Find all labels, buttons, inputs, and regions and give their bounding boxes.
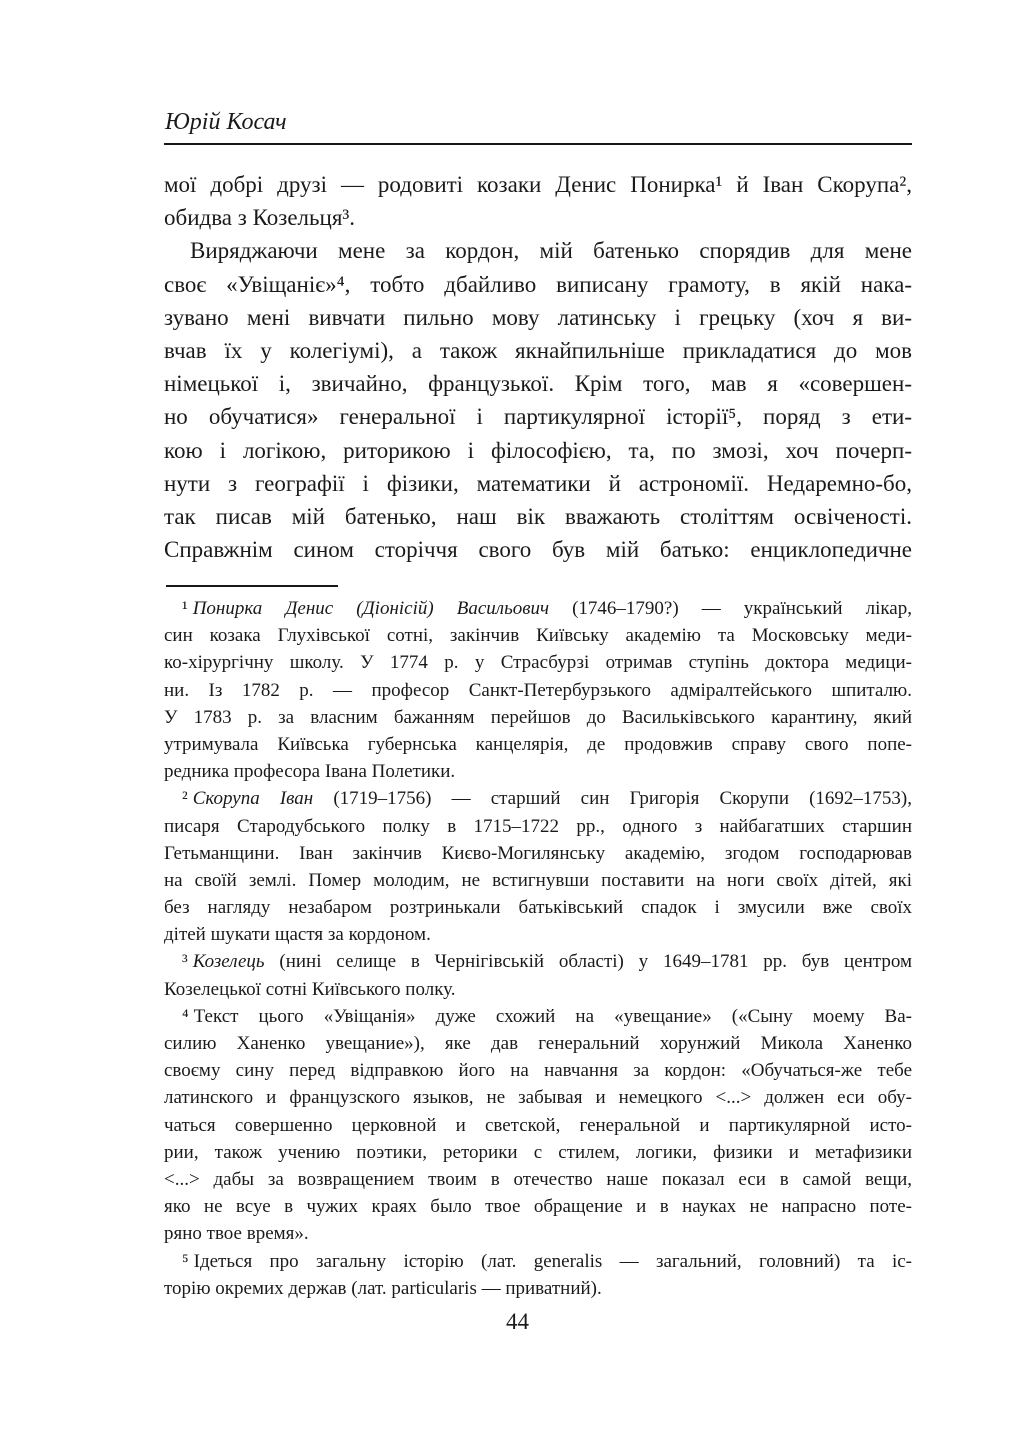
header-rule [164,143,912,145]
page-number: 44 [506,1309,529,1334]
text-line: так писав мій батенько, наш вік вважають століттям освіченості. [164,503,912,529]
italic-term: Скорупа Іван [192,788,314,810]
text-line: силию Ханенко увещание»), яке дав генеральний хорунжий Микола Ханенко [164,1033,912,1054]
footnote-marker: ⁵ [182,1250,189,1272]
footnote-marker: ⁴ [182,1005,189,1027]
text-line: мої добрі друзі — родовиті козаки Денис Понирка¹ й Іван Скорупа², [164,172,912,197]
footnote-marker: ³ [182,951,188,973]
text-line: своє «Увіщаніє»⁴, тобто дбайливо виписану грамоту, в якій нака- [164,271,912,297]
text-line [164,595,912,622]
paragraph [164,595,912,785]
footnote-marker: ¹ [182,598,188,619]
text-line [164,785,912,812]
italic-term: Понирка Денис (Діонісій) Васильович [192,598,550,619]
paragraph [164,785,912,948]
text-line: вчав їх у колегіумі), а також якнайпильніше прикладатися до мов [164,337,912,363]
text-line: зувано мені вивчати пильно мову латинську і грецьку (хоч я ви- [164,304,912,330]
text-line: на своїй землі. Помер молодим, не встигнувши поставити на ноги своїх дітей, які [164,869,912,891]
text-line: кою і логікою, риторикою і філософією, та, по змозі, хоч почерп- [164,437,912,463]
text-line: утримувала Київська губернська канцелярія, де продовжив справу свого попе- [164,733,912,755]
text-line: яко не всуе в чужих краях было твое обращение и в науках не напрасно поте- [164,1196,912,1218]
running-head [165,107,287,137]
footnotes-block [164,595,912,1302]
paragraph [164,1003,912,1248]
italic-term: Козелець [192,951,265,973]
main-text [164,168,912,566]
line-text: Ідеться про загальну історію (лат. generalis — загальний, головний) та іс- [193,1250,912,1272]
line-text: Текст цього «Увіщанія» дуже схожий на «увещание» («Сыну моему Ва- [193,1005,912,1027]
footnote-separator-rule [166,585,338,587]
text-line: писаря Стародубського полку в 1715–1722 рр., одного з найбагатших старшин [164,815,912,837]
text-line: німецької і, звичайно, французької. Крім того, мав я «совершен- [164,371,912,397]
text-line: чаться совершенно церковной и светской, генеральной и партикулярной исто- [164,1114,912,1136]
text-line: <...> дабы за возвращением твоим в отечество наше показал еси в самой вещи, [164,1168,912,1190]
author-name: Юрій Косач [165,109,287,135]
text-line: син козака Глухівської сотні, закінчив Київську академію та Московську меди- [164,625,912,647]
text-line: ряно твое время». [164,1223,309,1245]
text-line: рии, також учению поэтики, реторики с стилем, логики, физики и метафизики [164,1141,912,1163]
text-line [164,948,912,975]
line-text: (1746–1790?) — український лікар, [549,598,912,619]
text-line: Виряджаючи мене за кордон, мій батенько спорядив для мене [190,238,912,264]
text-line: ко-хірургічну школу. У 1774 р. у Страсбурзі отримав ступінь доктора медици- [164,652,912,674]
text-line: обидва з Козельця³. [164,205,356,231]
text-line: своєму сину перед відправкою його на навчання за кордон: «Обучаться-же тебе [164,1060,912,1082]
text-line [164,1248,912,1275]
paragraph [164,948,912,1002]
text-line: Гетьманщини. Іван закінчив Києво-Могилянську академію, згодом господарював [164,842,912,864]
text-line: нути з географії і фізики, математики й астрономії. Недаремно-бо, [164,470,912,496]
text-line: но обучатися» генеральної і партикулярної історії⁵, поряд з ети- [164,404,912,430]
line-text: (нині селище в Чернігівській області) у 1649–1781 рр. був центром [264,951,912,973]
paragraph [164,1248,912,1302]
paragraph [164,168,912,234]
text-line: Козелецької сотні Київського полку. [164,978,456,1000]
text-line: дітей шукати щастя за кордоном. [164,924,431,946]
footnote-marker: ² [182,788,188,810]
text-line: редника професора Івана Полетики. [164,761,456,783]
text-line [164,1003,912,1030]
text-line: без нагляду незабаром розтринькали батьківський спадок і змусили вже своїх [164,897,912,919]
text-line: Справжнім сином сторіччя свого був мій батько: енциклопедичне [164,537,912,563]
text-line: ни. Із 1782 р. — професор Санкт-Петербурзького адміралтейського шпиталю. [164,679,912,701]
text-line: торію окремих держав (лат. particularis — приватний). [164,1277,602,1299]
line-text: (1719–1756) — старший син Григорія Скорупи (1692–1753), [313,788,912,810]
paragraph [164,234,912,566]
text-line: У 1783 р. за власним бажанням перейшов до Васильківського карантину, який [164,706,912,728]
text-line: латинского и французского языков, не забывая и немецкого <...> должен еси обу- [164,1087,912,1109]
